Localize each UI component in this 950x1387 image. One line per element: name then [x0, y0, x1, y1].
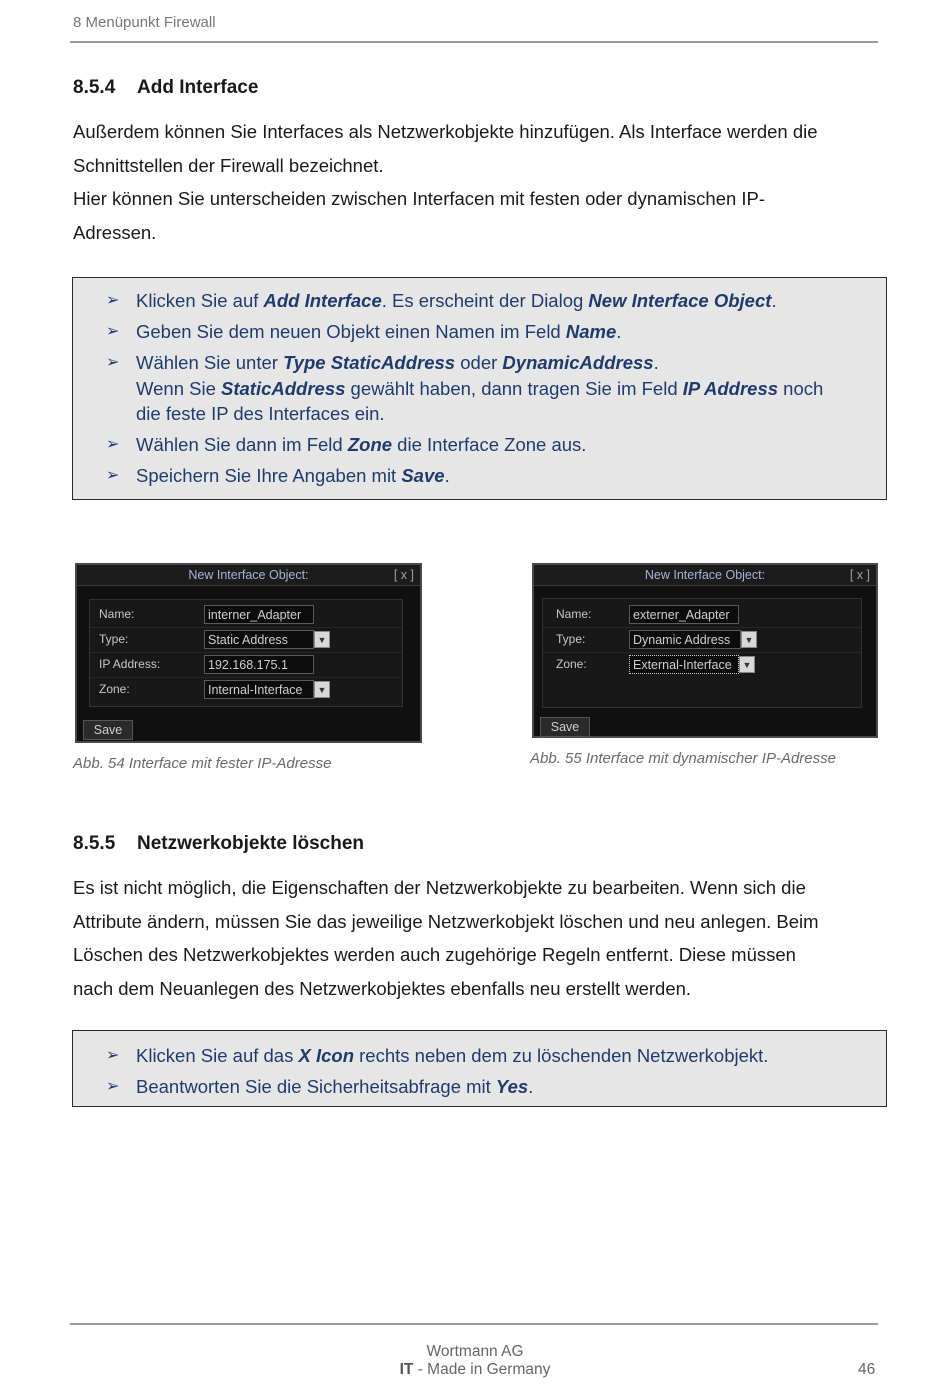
steps-list	[73, 288, 886, 489]
step-text: .	[653, 352, 659, 373]
arrow-bullet-icon: ➢	[106, 467, 120, 484]
ui-term: Name	[565, 321, 617, 342]
zone-label: Zone:	[99, 682, 130, 696]
step-text: die feste IP des Interfaces ein.	[136, 403, 385, 424]
section-heading-854	[73, 77, 258, 99]
step-text: Wählen Sie unter	[136, 352, 284, 373]
ui-term: Add Interface	[263, 290, 382, 311]
footer-tagline	[0, 1361, 950, 1379]
arrow-bullet-icon: ➢	[106, 354, 120, 371]
name-input[interactable]: interner_Adapter	[204, 605, 314, 624]
ip-label: IP Address:	[99, 657, 161, 671]
arrow-bullet-icon: ➢	[106, 436, 120, 453]
para-line: Adressen.	[73, 221, 157, 243]
chevron-down-icon[interactable]: ▼	[314, 681, 330, 698]
arrow-bullet-icon: ➢	[106, 1047, 120, 1064]
ui-term: Save	[401, 465, 445, 486]
new-interface-dialog-static	[75, 563, 422, 743]
section-title: Add Interface	[137, 77, 259, 98]
para-line: Schnittstellen der Firewall bezeichnet.	[73, 154, 384, 176]
form-row-ip	[90, 652, 402, 678]
step-text: Klicken Sie auf das	[136, 1045, 299, 1066]
zone-select[interactable]	[204, 680, 327, 699]
arrow-bullet-icon: ➢	[106, 323, 120, 340]
para-line: Attribute ändern, müssen Sie das jeweilige Netzwerkobjekt löschen und neu anlegen. Beim	[73, 910, 819, 932]
dialog-title: New Interface Object:	[534, 565, 876, 586]
form-row-name	[90, 602, 402, 628]
arrow-bullet-icon: ➢	[106, 1078, 120, 1095]
chevron-down-icon[interactable]: ▼	[741, 631, 757, 648]
footer-company: Wortmann AG	[426, 1343, 524, 1360]
para-line: Hier können Sie unterscheiden zwischen Interfacen mit festen oder dynamischen IP-	[73, 188, 766, 209]
ui-term: Type StaticAddress	[283, 352, 456, 373]
page-number: 46	[858, 1361, 876, 1378]
close-icon[interactable]: [ x ]	[849, 568, 870, 582]
ui-term: IP Address	[682, 377, 779, 399]
intro-paragraph	[73, 115, 873, 249]
step-text: die Interface Zone aus.	[392, 434, 587, 455]
step-text: Beantworten Sie die Sicherheitsabfrage mit	[136, 1076, 496, 1097]
zone-select[interactable]	[629, 655, 752, 674]
section-title: Netzwerkobjekte löschen	[137, 833, 365, 854]
step-text: Geben Sie dem neuen Objekt einen Namen im Feld	[136, 321, 566, 342]
step-text: Klicken Sie auf	[136, 290, 264, 311]
step-subline	[136, 401, 886, 427]
form-panel	[89, 599, 403, 707]
step-text: Speichern Sie Ihre Angaben mit	[136, 465, 402, 486]
chevron-down-icon[interactable]: ▼	[314, 631, 330, 648]
dialog-title: New Interface Object:	[77, 565, 420, 586]
para-line: nach dem Neuanlegen des Netzwerkobjektes ebenfalls neu erstellt werden.	[73, 977, 692, 999]
step-item	[73, 350, 886, 427]
instruction-box-855	[72, 1030, 887, 1107]
steps-list	[73, 1043, 886, 1100]
section-heading-855	[73, 833, 364, 855]
section-number: 8.5.4	[73, 77, 116, 98]
tagline-rest: - Made in Germany	[413, 1361, 551, 1378]
zone-value: Internal-Interface	[208, 683, 303, 697]
figure-caption-54: Abb. 54 Interface mit fester IP-Adresse	[73, 755, 332, 772]
form-row-name	[543, 602, 861, 628]
save-button[interactable]: Save	[540, 717, 590, 737]
type-value: Static Address	[208, 633, 288, 647]
step-text: rechts neben dem zu löschenden Netzwerkobjekt.	[354, 1045, 769, 1066]
step-text: oder	[455, 352, 503, 373]
step-item	[73, 288, 886, 314]
type-value: Dynamic Address	[633, 633, 731, 647]
step-item	[73, 432, 886, 458]
para-line: Außerdem können Sie Interfaces als Netzwerkobjekte hinzufügen. Als Interface werden die	[73, 121, 818, 142]
name-label: Name:	[99, 607, 135, 621]
type-select[interactable]	[629, 630, 754, 649]
step-item	[73, 1043, 886, 1069]
zone-value: External-Interface	[633, 658, 732, 672]
ui-term: Yes	[495, 1076, 529, 1097]
ui-term: Zone	[347, 434, 393, 455]
step-text: .	[444, 465, 450, 486]
close-icon[interactable]: [ x ]	[393, 568, 414, 582]
type-label: Type:	[99, 632, 129, 646]
step-text: noch	[778, 377, 824, 399]
step-text: .	[616, 321, 622, 342]
ui-term: New Interface Object	[588, 290, 772, 311]
ip-address-input[interactable]: 192.168.175.1	[204, 655, 314, 674]
section-number: 8.5.5	[73, 833, 116, 854]
footer-rule	[70, 1323, 878, 1325]
step-text: gewählt haben, dann tragen Sie im Feld	[345, 377, 683, 399]
type-select[interactable]	[204, 630, 327, 649]
ui-term: DynamicAddress	[502, 352, 654, 373]
para-line: Löschen des Netzwerkobjektes werden auch zugehörige Regeln entfernt. Diese müssen	[73, 944, 796, 965]
step-text: .	[771, 290, 777, 311]
type-label: Type:	[556, 632, 586, 646]
running-header: 8 Menüpunkt Firewall	[73, 14, 216, 31]
arrow-bullet-icon: ➢	[106, 292, 120, 309]
form-row-zone	[543, 652, 861, 677]
delete-paragraph	[73, 871, 873, 1005]
save-button[interactable]: Save	[83, 720, 133, 740]
figure-caption-55: Abb. 55 Interface mit dynamischer IP-Adresse	[530, 750, 836, 767]
step-text: . Es erscheint der Dialog	[381, 290, 589, 311]
zone-label: Zone:	[556, 657, 587, 671]
form-panel	[542, 598, 862, 708]
step-text: Wenn Sie	[136, 377, 222, 399]
form-row-type	[543, 627, 861, 653]
step-text: .	[528, 1076, 534, 1097]
header-rule	[70, 41, 878, 43]
tagline-bold: IT	[399, 1361, 414, 1378]
instruction-box-854	[72, 277, 887, 500]
step-subline	[136, 376, 886, 402]
new-interface-dialog-dynamic	[532, 563, 878, 738]
para-line: Es ist nicht möglich, die Eigenschaften der Netzwerkobjekte zu bearbeiten. Wenn sich die	[73, 877, 806, 898]
form-row-type	[90, 627, 402, 653]
step-item	[73, 319, 886, 345]
ui-term: X Icon	[298, 1045, 354, 1066]
step-item	[73, 1074, 886, 1100]
step-text: Wählen Sie dann im Feld	[136, 434, 348, 455]
step-item	[73, 463, 886, 489]
name-input[interactable]: externer_Adapter	[629, 605, 739, 624]
form-row-zone	[90, 677, 402, 702]
ui-term: StaticAddress	[221, 377, 346, 399]
name-label: Name:	[556, 607, 592, 621]
chevron-down-icon[interactable]: ▼	[739, 656, 755, 673]
